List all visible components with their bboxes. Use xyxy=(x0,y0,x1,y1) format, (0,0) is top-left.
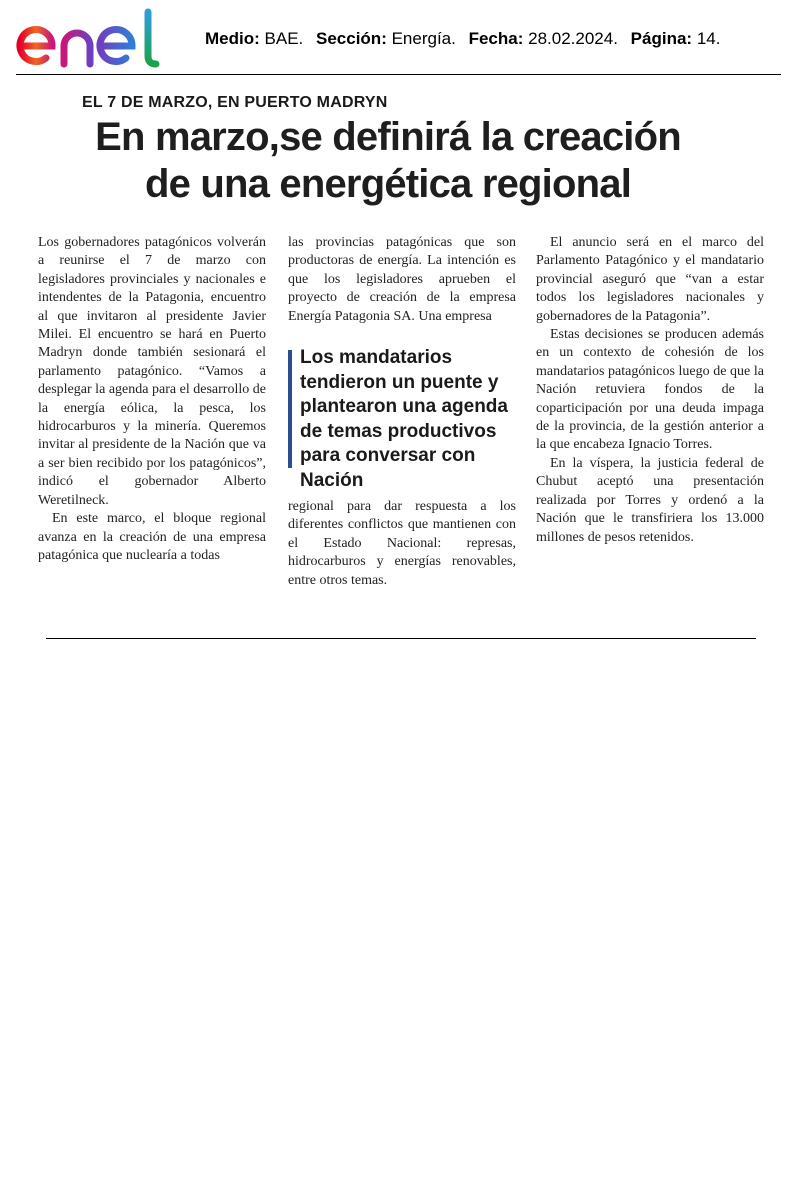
newspaper-clipping xyxy=(38,92,770,602)
article-column-2-continued xyxy=(288,498,516,590)
headline-line-1: En marzo,se definirá la creación xyxy=(95,115,681,159)
header-divider xyxy=(16,74,781,75)
medio-label: Medio: xyxy=(205,29,260,48)
footer-divider xyxy=(46,638,756,639)
body-paragraph: regional para dar respuesta a los diferentes conflictos que mantienen con el Estado Nacional: represas, hidrocarburos y energías renovables, entre otros temas. xyxy=(288,499,516,588)
body-paragraph: Estas decisiones se producen además en un contexto de cohesión de los mandatarios patagónicos luego de que la Nación retuviera fondos de la coparticipación por una deuda impaga de la provincia, de la gestión anterior a la que encabeza Ignacio Torres. xyxy=(536,327,764,453)
article-column-1 xyxy=(38,234,266,565)
enel-logo xyxy=(16,8,180,70)
medio-value: BAE. xyxy=(264,29,304,48)
body-paragraph: El anuncio será en el marco del Parlamento Patagónico y el mandatario provincial aseguró que “van a estar todos los legisladores nacionales y gobernadores de la Patagonia”. xyxy=(536,235,764,324)
enel-logo-graphic xyxy=(16,8,180,70)
article-column-2 xyxy=(288,234,516,326)
pull-quote-bar xyxy=(288,350,292,468)
pull-quote-text: Los mandatarios tendieron un puente y plantearon una agenda de temas productivos para conversar con Nación xyxy=(300,347,508,491)
seccion-label: Sección: xyxy=(316,29,387,48)
fecha-label: Fecha: xyxy=(468,29,524,48)
clipping-metadata xyxy=(205,29,720,49)
pagina-label: Página: xyxy=(630,29,693,48)
article-kicker: EL 7 DE MARZO, EN PUERTO MADRYN xyxy=(82,94,388,111)
body-paragraph: Los gobernadores patagónicos volverán a reunirse el 7 de marzo con legisladores provinciales y nacionales e intendentes de la Patagonia, encuentro al que invitaron al presidente Javier Milei. El encuentro se hará en Puerto Madryn donde también sesionará el parlamento patagónico. “Vamos a desplegar la agenda para el desarrollo de la energía eólica, la pesca, los hidrocarburos y la minería. Queremos invitar al presidente de la Nación que va a ser bien recibido por los patagónicos”, indicó el gobernador Alberto Weretilneck. xyxy=(38,235,266,508)
pull-quote xyxy=(288,346,516,491)
fecha-value: 28.02.2024. xyxy=(528,29,618,48)
article-column-3 xyxy=(536,234,764,547)
body-paragraph: En este marco, el bloque regional avanza en la creación de una empresa patagónica que nuclearía a todas xyxy=(38,511,266,563)
headline-line-2: de una energética regional xyxy=(144,162,632,206)
body-paragraph: En la víspera, la justicia federal de Chubut aceptó una presentación realizada por Torres y ordenó a la Nación que le transfiriera los 13.000 millones de pesos retenidos. xyxy=(536,455,764,545)
seccion-value: Energía. xyxy=(391,29,456,48)
pagina-value: 14. xyxy=(696,29,721,48)
article-headline xyxy=(38,114,738,208)
body-paragraph: las provincias patagónicas que son productoras de energía. La intención es que los legisladores aprueben el proyecto de creación de la empresa Energía Patagonia SA. Una empresa xyxy=(288,235,516,324)
